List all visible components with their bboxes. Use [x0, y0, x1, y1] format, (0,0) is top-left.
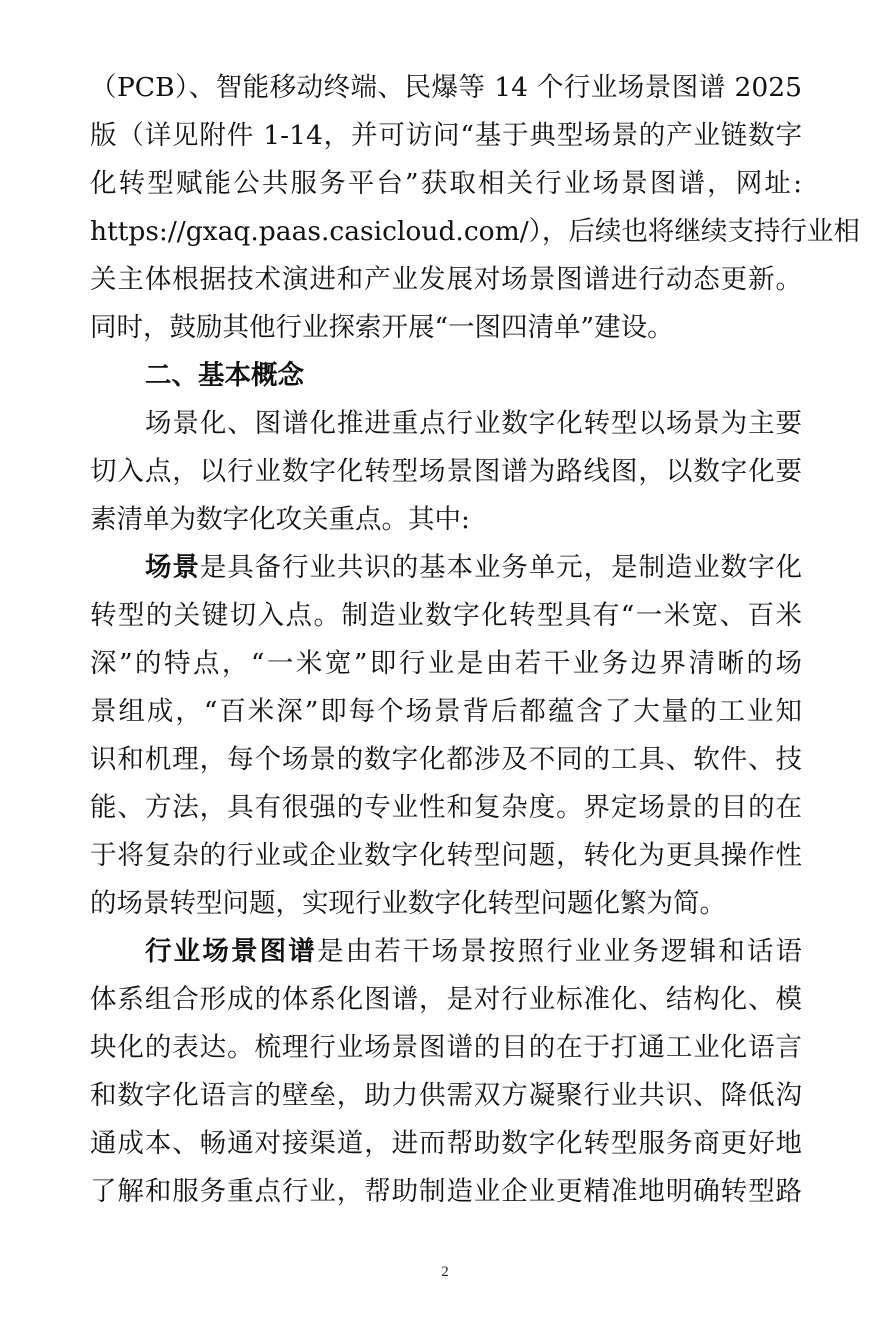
- text-line: 于将复杂的行业或企业数字化转型问题，转化为更具操作性: [90, 840, 802, 871]
- text-line: （PCB）、智能移动终端、民爆等 14 个行业场景图谱 2025: [90, 72, 802, 103]
- section-heading: 二、基本概念: [145, 360, 304, 391]
- text-span: 是具备行业共识的基本业务单元，是制造业数字化: [199, 552, 803, 583]
- text-span: 是由若干场景按照行业业务逻辑和话语: [316, 936, 803, 967]
- paragraph-scene-definition: [90, 544, 802, 928]
- page-number: 2: [441, 1264, 449, 1280]
- text-line: 识和机理，每个场景的数字化都涉及不同的工具、软件、技: [90, 744, 802, 775]
- text-line: 转型的关键切入点。制造业数字化转型具有“一米宽、百米: [90, 600, 802, 631]
- paragraph-platform-intro: [90, 64, 860, 352]
- text-line: 场景化、图谱化推进重点行业数字化转型以场景为主要: [145, 408, 802, 439]
- text-line: 版（详见附件 1-14，并可访问“基于典型场景的产业链数字: [90, 120, 802, 151]
- term-industry-scene-map: 行业场景图谱: [145, 936, 317, 967]
- text-line: 通成本、畅通对接渠道，进而帮助数字化转型服务商更好地: [90, 1128, 802, 1159]
- paragraph-scene-map-definition: [90, 928, 802, 1216]
- text-line: 体系组合形成的体系化图谱，是对行业标准化、结构化、模: [90, 984, 802, 1015]
- text-line: 切入点，以行业数字化转型场景图谱为路线图，以数字化要: [90, 456, 802, 487]
- text-line: 同时，鼓励其他行业探索开展“一图四清单”建设。: [90, 312, 674, 343]
- text-line: 素清单为数字化攻关重点。其中:: [90, 504, 470, 535]
- text-line: 的场景转型问题，实现行业数字化转型问题化繁为简。: [90, 888, 726, 919]
- text-line-with-url: https://gxaq.paas.casicloud.com/），后续也将继续支持行业相: [90, 216, 860, 247]
- text-line: 了解和服务重点行业，帮助制造业企业更精准地明确转型路: [90, 1176, 802, 1207]
- paragraph-concept-intro: [90, 400, 802, 544]
- text-line-first: [90, 544, 802, 592]
- text-line: 能、方法，具有很强的专业性和复杂度。界定场景的目的在: [90, 792, 802, 823]
- term-scene: 场景: [145, 552, 200, 583]
- text-line: 块化的表达。梳理行业场景图谱的目的在于打通工业化语言: [90, 1032, 802, 1063]
- text-line: 关主体根据技术演进和产业发展对场景图谱进行动态更新。: [90, 264, 802, 295]
- text-line: 化转型赋能公共服务平台”获取相关行业场景图谱，网址:: [90, 168, 802, 199]
- document-page: [90, 64, 860, 1216]
- text-line: 深”的特点，“一米宽”即行业是由若干业务边界清晰的场: [90, 648, 802, 679]
- text-line-first: [90, 928, 802, 976]
- text-line: 和数字化语言的壁垒，助力供需双方凝聚行业共识、降低沟: [90, 1080, 802, 1111]
- text-line: 景组成，“百米深”即每个场景背后都蕴含了大量的工业知: [90, 696, 802, 727]
